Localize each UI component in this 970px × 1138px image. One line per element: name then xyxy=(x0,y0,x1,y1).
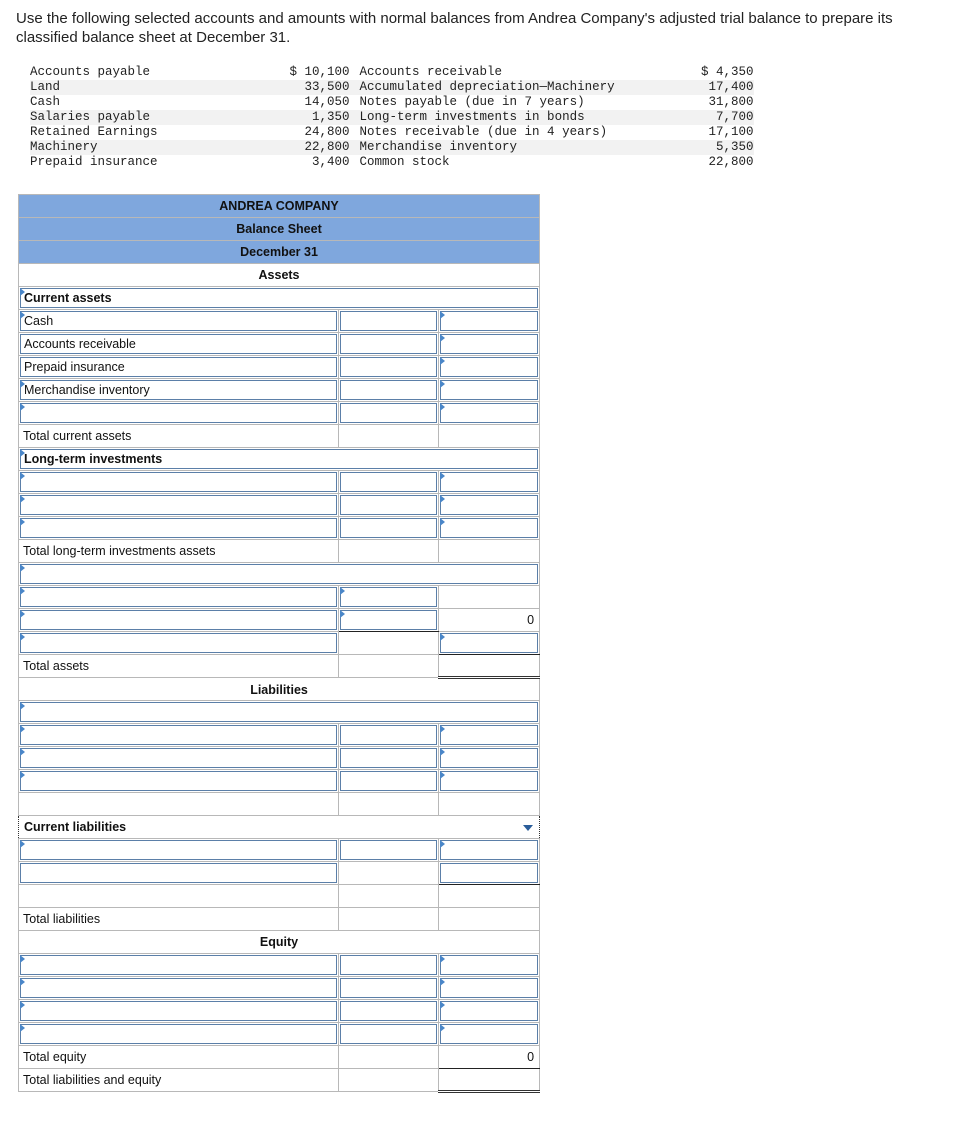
liability-spacer-2 xyxy=(339,793,439,816)
input-marker-icon xyxy=(20,702,25,710)
liability-2-input[interactable] xyxy=(20,748,337,768)
lti-1-total-input[interactable] xyxy=(440,472,538,492)
plant-assets-heading-row xyxy=(19,563,540,586)
input-marker-icon xyxy=(440,725,445,733)
equity-2-total-input[interactable] xyxy=(440,978,538,998)
current-liability-2-total-input[interactable] xyxy=(440,863,538,883)
cash-input[interactable]: Cash xyxy=(20,311,337,331)
liability-3-total-input[interactable] xyxy=(440,771,538,791)
account-amount: 17,400 xyxy=(670,80,754,95)
lti-1-input[interactable] xyxy=(20,472,337,492)
equity-2-input[interactable] xyxy=(20,978,337,998)
plant-asset-1-amount-input[interactable] xyxy=(340,587,437,607)
account-name: Common stock xyxy=(359,155,450,169)
total-liabilities-label: Total liabilities xyxy=(19,908,339,931)
liabilities-subheading-input[interactable] xyxy=(20,702,538,722)
input-marker-icon xyxy=(440,633,445,641)
account-row xyxy=(30,110,754,125)
current-liabilities-select-value: Current liabilities xyxy=(24,820,127,834)
cash-total-input[interactable] xyxy=(440,311,538,331)
current-liability-2-input[interactable] xyxy=(20,863,337,883)
input-marker-icon xyxy=(20,978,25,986)
account-name: Accounts payable xyxy=(30,65,151,79)
input-marker-icon xyxy=(440,978,445,986)
total-current-assets-mid xyxy=(339,425,439,448)
input-marker-icon xyxy=(440,472,445,480)
liability-spacer-1 xyxy=(19,793,339,816)
current-liability-1-amount-input[interactable] xyxy=(340,840,437,860)
equity-3-input[interactable] xyxy=(20,1001,337,1021)
account-name: Land xyxy=(30,80,158,95)
liability-spacer-5 xyxy=(339,885,439,908)
chevron-down-icon[interactable] xyxy=(523,825,533,831)
input-marker-icon xyxy=(20,771,25,779)
liability-spacer-3 xyxy=(439,793,540,816)
account-name: Retained Earnings xyxy=(30,125,158,139)
account-row xyxy=(30,80,754,95)
liability-spacer-6 xyxy=(439,885,540,908)
input-marker-icon xyxy=(20,449,25,457)
total-liabilities-equity-mid xyxy=(339,1069,439,1092)
merchandise-inventory-amount-input[interactable] xyxy=(340,380,437,400)
account-name: Prepaid insurance xyxy=(30,155,158,169)
input-marker-icon xyxy=(440,1024,445,1032)
current-liability-1-input[interactable] xyxy=(20,840,337,860)
input-marker-icon xyxy=(20,1001,25,1009)
account-row xyxy=(30,140,754,155)
company-name: ANDREA COMPANY xyxy=(19,195,540,218)
account-name: Salaries payable xyxy=(30,110,158,125)
liability-1-amount-input[interactable] xyxy=(340,725,437,745)
account-amount: $ 4,350 xyxy=(701,65,754,79)
current-liabilities-select[interactable] xyxy=(19,816,540,839)
long-term-investments-row xyxy=(19,448,540,471)
total-current-assets-label: Total current assets xyxy=(19,425,339,448)
equity-1-input[interactable] xyxy=(20,955,337,975)
input-marker-icon xyxy=(20,610,25,618)
input-marker-icon xyxy=(20,472,25,480)
account-name: Cash xyxy=(30,95,61,109)
plant-asset-3-total-input[interactable] xyxy=(440,633,538,653)
current-asset-extra-amount-input[interactable] xyxy=(340,403,437,423)
account-name: Machinery xyxy=(30,140,158,155)
equity-4-total-input[interactable] xyxy=(440,1024,538,1044)
account-name: Accumulated depreciation—Machinery xyxy=(350,80,670,95)
plant-assets-heading-input[interactable] xyxy=(20,564,538,584)
assets-heading: Assets xyxy=(19,264,540,287)
instructions-text: Use the following selected accounts and amounts with normal balances from Andrea Company's adjusted trial balance to prepare its classified balance sheet at December 31. xyxy=(16,10,893,46)
account-amount: 31,800 xyxy=(708,95,754,109)
lti-3-total-input[interactable] xyxy=(440,518,538,538)
account-amount: 14,050 xyxy=(304,95,350,109)
total-equity-label: Total equity xyxy=(19,1046,339,1069)
plant-asset-net-value: 0 xyxy=(439,609,540,632)
input-marker-icon xyxy=(440,403,445,411)
total-liabilities-equity-value xyxy=(439,1069,540,1092)
account-row xyxy=(30,125,754,140)
current-asset-extra-input[interactable] xyxy=(20,403,337,423)
input-marker-icon xyxy=(20,311,25,319)
input-marker-icon xyxy=(20,288,25,296)
long-term-investments-input[interactable]: Long-term investments xyxy=(20,449,538,469)
equity-4-amount-input[interactable] xyxy=(340,1024,437,1044)
input-marker-icon xyxy=(440,748,445,756)
account-amount: 5,350 xyxy=(670,140,754,155)
current-asset-extra-total-input[interactable] xyxy=(440,403,538,423)
plant-asset-2-input[interactable] xyxy=(20,610,337,630)
equity-1-amount-input[interactable] xyxy=(340,955,437,975)
total-assets-value xyxy=(439,655,540,678)
accounts-receivable-input[interactable]: Accounts receivable xyxy=(20,334,337,354)
input-marker-icon xyxy=(440,955,445,963)
current-liability-1-total-input[interactable] xyxy=(440,840,538,860)
input-marker-icon xyxy=(20,840,25,848)
account-name: Notes payable (due in 7 years) xyxy=(359,95,585,109)
plant-asset-3-input[interactable] xyxy=(20,633,337,653)
liability-1-total-input[interactable] xyxy=(440,725,538,745)
statement-title: Balance Sheet xyxy=(19,218,540,241)
input-marker-icon xyxy=(440,357,445,365)
input-marker-icon xyxy=(440,840,445,848)
merchandise-inventory-total-input[interactable] xyxy=(440,380,538,400)
account-name: Long-term investments in bonds xyxy=(350,110,670,125)
input-marker-icon xyxy=(20,725,25,733)
account-name: Notes receivable (due in 4 years) xyxy=(359,125,608,139)
input-marker-icon xyxy=(340,610,345,618)
account-amount: 3,400 xyxy=(312,155,350,169)
current-liability-2-mid xyxy=(339,862,439,885)
plant-asset-1-input[interactable] xyxy=(20,587,337,607)
total-equity-mid xyxy=(339,1046,439,1069)
input-marker-icon xyxy=(20,633,25,641)
balance-sheet-form xyxy=(18,194,540,1093)
input-marker-icon xyxy=(20,380,25,388)
total-liabilities-value xyxy=(439,908,540,931)
input-marker-icon xyxy=(20,403,25,411)
merchandise-inventory-input[interactable]: Merchandise inventory xyxy=(20,380,337,400)
total-lti-value xyxy=(439,540,540,563)
total-lti-label: Total long-term investments assets xyxy=(19,540,339,563)
plant-asset-1-total xyxy=(439,586,540,609)
input-marker-icon xyxy=(20,518,25,526)
input-marker-icon xyxy=(20,1024,25,1032)
liabilities-heading: Liabilities xyxy=(19,678,540,701)
account-row xyxy=(30,155,754,170)
prepaid-insurance-input[interactable]: Prepaid insurance xyxy=(20,357,337,377)
prepaid-insurance-amount-input[interactable] xyxy=(340,357,437,377)
liability-1-input[interactable] xyxy=(20,725,337,745)
input-marker-icon xyxy=(440,1001,445,1009)
account-amount: 7,700 xyxy=(670,110,754,125)
total-liabilities-mid xyxy=(339,908,439,931)
account-amount: 22,800 xyxy=(158,140,350,155)
liability-2-amount-input[interactable] xyxy=(340,748,437,768)
account-amount: 1,350 xyxy=(158,110,350,125)
equity-3-total-input[interactable] xyxy=(440,1001,538,1021)
liability-3-input[interactable] xyxy=(20,771,337,791)
cash-amount-input[interactable] xyxy=(340,311,437,331)
liability-spacer-4 xyxy=(19,885,339,908)
input-marker-icon xyxy=(440,311,445,319)
input-marker-icon xyxy=(20,748,25,756)
lti-3-input[interactable] xyxy=(20,518,337,538)
equity-2-amount-input[interactable] xyxy=(340,978,437,998)
account-name: Accounts receivable xyxy=(359,65,503,79)
prepaid-insurance-total-input[interactable] xyxy=(440,357,538,377)
input-marker-icon xyxy=(340,587,345,595)
input-marker-icon xyxy=(440,495,445,503)
input-marker-icon xyxy=(440,380,445,388)
liabilities-subheading-row xyxy=(19,701,540,724)
total-lti-mid xyxy=(339,540,439,563)
total-equity-value: 0 xyxy=(439,1046,540,1069)
lti-1-amount-input[interactable] xyxy=(340,472,437,492)
equity-1-total-input[interactable] xyxy=(440,955,538,975)
input-marker-icon xyxy=(20,587,25,595)
account-name: Merchandise inventory xyxy=(350,140,670,155)
lti-2-input[interactable] xyxy=(20,495,337,515)
plant-asset-2-amount-input[interactable] xyxy=(340,610,437,630)
account-amount: 17,100 xyxy=(708,125,754,139)
total-assets-label: Total assets xyxy=(19,655,339,678)
input-marker-icon xyxy=(440,334,445,342)
plant-asset-3-mid xyxy=(339,632,439,655)
input-marker-icon xyxy=(440,518,445,526)
account-amount: 24,800 xyxy=(304,125,350,139)
lti-3-amount-input[interactable] xyxy=(340,518,437,538)
current-assets-row xyxy=(19,287,540,310)
account-amount: 33,500 xyxy=(158,80,350,95)
input-marker-icon xyxy=(20,495,25,503)
accounts-receivable-amount-input[interactable] xyxy=(340,334,437,354)
total-current-assets-value xyxy=(439,425,540,448)
equity-3-amount-input[interactable] xyxy=(340,1001,437,1021)
input-marker-icon xyxy=(440,771,445,779)
account-row xyxy=(30,95,754,110)
account-row xyxy=(30,65,754,80)
account-amount: $ 10,100 xyxy=(289,65,350,79)
accounts-receivable-total-input[interactable] xyxy=(440,334,538,354)
liability-2-total-input[interactable] xyxy=(440,748,538,768)
equity-4-input[interactable] xyxy=(20,1024,337,1044)
statement-date: December 31 xyxy=(19,241,540,264)
input-marker-icon xyxy=(20,955,25,963)
lti-2-total-input[interactable] xyxy=(440,495,538,515)
equity-heading: Equity xyxy=(19,931,540,954)
input-marker-icon xyxy=(20,564,25,572)
lti-2-amount-input[interactable] xyxy=(340,495,437,515)
accounts-list xyxy=(30,65,754,170)
total-liabilities-equity-label: Total liabilities and equity xyxy=(19,1069,339,1092)
total-assets-mid xyxy=(339,655,439,678)
liability-3-amount-input[interactable] xyxy=(340,771,437,791)
account-amount: 22,800 xyxy=(708,155,754,169)
current-assets-input[interactable]: Current assets xyxy=(20,288,538,308)
